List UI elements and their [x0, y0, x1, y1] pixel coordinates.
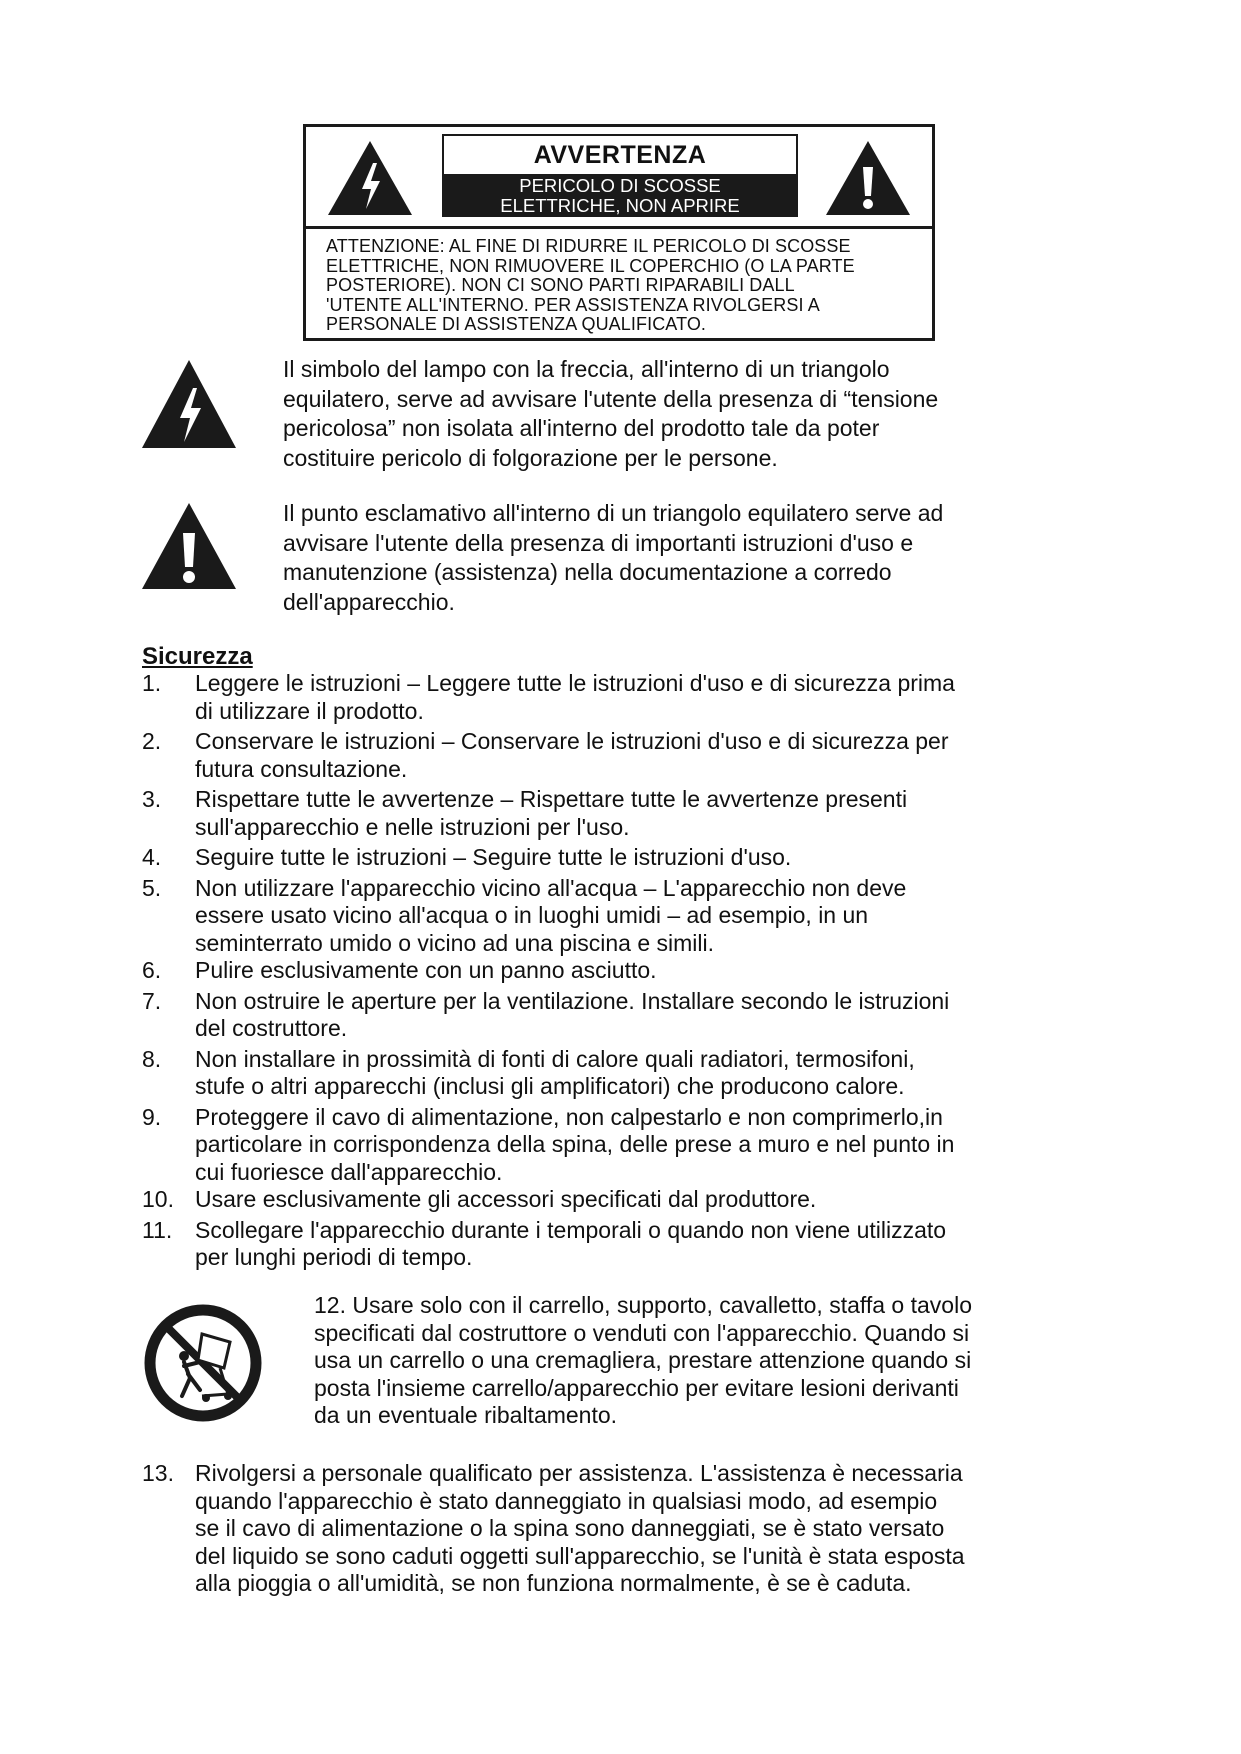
list-item — [142, 957, 1102, 985]
attention-line: POSTERIORE). NON CI SONO PARTI RIPARABILI DALL — [326, 275, 795, 296]
list-item-line: per lunghi periodi di tempo. — [195, 1244, 473, 1270]
list-item-line: sull'apparecchio e nelle istruzioni per l'uso. — [195, 813, 630, 840]
warning-subtitle-line: ELETTRICHE, NON APRIRE — [500, 195, 740, 216]
exclamation-symbol-text — [283, 499, 1083, 617]
list-item — [142, 875, 1102, 958]
list-item-line: seminterrato umido o vicino ad una piscina e simili. — [195, 929, 715, 956]
list-item — [142, 1217, 1102, 1272]
warning-title: AVVERTENZA — [533, 141, 707, 169]
list-item — [142, 1104, 1102, 1187]
symbol-text-line: equilatero, serve ad avvisare l'utente della presenza di “tensione — [283, 385, 939, 412]
list-item — [142, 844, 1102, 872]
lightning-symbol-explanation — [140, 355, 1080, 485]
list-item — [142, 1460, 1102, 1598]
list-item-line: quando l'apparecchio è stato danneggiato in qualsiasi modo, ad esempio — [195, 1487, 938, 1514]
list-item-number: 11. — [142, 1216, 173, 1243]
list-item-number: 6. — [142, 957, 162, 983]
lightning-symbol-text — [283, 355, 1083, 473]
list-item-number: 4. — [142, 844, 162, 870]
attention-line: 'UTENTE ALL'INTERNO. PER ASSISTENZA RIVOLGERSI A — [326, 294, 820, 315]
list-item-line: Proteggere il cavo di alimentazione, non calpestarlo e non comprimerlo,in — [195, 1103, 943, 1130]
symbol-text-line: avvisare l'utente della presenza di importanti istruzioni d'uso e — [283, 529, 914, 556]
list-item-line: Leggere le istruzioni – Leggere tutte le istruzioni d'uso e di sicurezza prima — [195, 670, 955, 696]
symbol-text-line: costituire pericolo di folgorazione per le persone. — [283, 444, 778, 471]
list-item-number: 2. — [142, 728, 162, 754]
list-item-line: stufe o altri apparecchi (inclusi gli amplificatori) che producono calore. — [195, 1073, 905, 1099]
list-item-line: del costruttore. — [195, 1015, 348, 1041]
lightning-warning-icon — [140, 358, 238, 450]
list-item-line: cui fuoriesce dall'apparecchio. — [195, 1158, 503, 1185]
list-item — [142, 786, 1102, 841]
list-item — [142, 1046, 1102, 1101]
warning-attention-text — [326, 237, 936, 335]
list-item-line: Non utilizzare l'apparecchio vicino all'acqua – L'apparecchio non deve — [195, 874, 907, 901]
list-item-line: Seguire tutte le istruzioni – Seguire tutte le istruzioni d'uso. — [195, 844, 792, 870]
list-item-line: Rivolgersi a personale qualificato per assistenza. L'assistenza è necessaria — [195, 1460, 963, 1486]
warning-header — [306, 127, 932, 227]
list-item-number: 3. — [142, 786, 162, 812]
list-item-line: usa un carrello o una cremagliera, prestare attenzione quando si — [314, 1347, 972, 1373]
attention-line: ATTENZIONE: AL FINE DI RIDURRE IL PERICOLO DI SCOSSE — [326, 236, 851, 256]
symbol-text-line: manutenzione (assistenza) nella documentazione a corredo — [283, 559, 892, 585]
list-item-line: Rispettare tutte le avvertenze – Rispettare tutte le avvertenze presenti — [195, 786, 908, 812]
list-item-line: 12. Usare solo con il carrello, supporto, cavalletto, staffa o tavolo — [314, 1292, 972, 1318]
symbol-text-line: pericolosa” non isolata all'interno del prodotto tale da poter — [283, 415, 880, 441]
symbol-text-line: Il simbolo del lampo con la freccia, all'interno di un triangolo — [283, 356, 890, 382]
list-item-number: 9. — [142, 1103, 162, 1130]
list-item — [142, 988, 1102, 1043]
list-item-line: se il cavo di alimentazione o la spina sono danneggiati, se è stato versato — [195, 1515, 945, 1541]
exclamation-warning-icon — [824, 139, 912, 217]
list-item-line: futura consultazione. — [195, 755, 408, 782]
list-item-number: 5. — [142, 874, 162, 901]
symbol-text-line: dell'apparecchio. — [283, 588, 455, 615]
exclamation-warning-icon — [140, 501, 238, 591]
exclamation-symbol-explanation — [140, 499, 1080, 629]
safety-list — [142, 670, 1102, 1272]
list-item — [142, 1186, 1102, 1214]
list-item-line: Usare esclusivamente gli accessori specificati dal produttore. — [195, 1186, 817, 1212]
list-item-line: Conservare le istruzioni – Conservare le istruzioni d'uso e di sicurezza per — [195, 728, 949, 754]
list-item-line: del liquido se sono caduti oggetti sull'apparecchio, se l'unità è stata esposta — [195, 1542, 965, 1569]
list-item-line: alla pioggia o all'umidità, se non funziona normalmente, è se è caduta. — [195, 1570, 912, 1596]
list-item-number: 13. — [142, 1460, 174, 1486]
list-item-number: 8. — [142, 1045, 162, 1072]
list-item-line: Pulire esclusivamente con un panno asciutto. — [195, 957, 657, 983]
lightning-warning-icon — [326, 139, 414, 217]
list-item-line: Scollegare l'apparecchio durante i temporali o quando non viene utilizzato — [195, 1216, 947, 1243]
list-item-line: particolare in corrispondenza della spina, delle prese a muro e nel punto in — [195, 1131, 955, 1157]
warning-box — [303, 124, 935, 341]
list-item-line: da un eventuale ribaltamento. — [314, 1402, 618, 1428]
list-item-number: 10. — [142, 1186, 174, 1212]
warning-divider — [306, 226, 932, 229]
symbol-text-line: Il punto esclamativo all'interno di un triangolo equilatero serve ad — [283, 500, 944, 526]
cart-warning-text — [314, 1292, 1114, 1430]
list-item-line: Non installare in prossimità di fonti di calore quali radiatori, termosifoni, — [195, 1045, 915, 1072]
attention-line: ELETTRICHE, NON RIMUOVERE IL COPERCHIO (O LA PARTE — [326, 255, 855, 276]
warning-title-panel — [442, 134, 798, 217]
safety-list-continued — [142, 1460, 1102, 1598]
list-item-line: di utilizzare il prodotto. — [195, 697, 424, 724]
list-item-line: specificati dal costruttore o venduti con l'apparecchio. Quando si — [314, 1319, 970, 1346]
list-item-line: posta l'insieme carrello/apparecchio per evitare lesioni derivanti — [314, 1374, 959, 1401]
list-item-line: essere usato vicino all'acqua o in luoghi umidi – ad esempio, in un — [195, 902, 869, 928]
list-item-number: 1. — [142, 670, 162, 696]
list-item — [142, 670, 1102, 725]
warning-subtitle-line: PERICOLO DI SCOSSE — [519, 175, 721, 196]
list-item-number: 7. — [142, 987, 162, 1014]
cart-tip-over-warning-icon — [144, 1304, 262, 1422]
warning-subtitle — [444, 174, 796, 215]
list-item-line: Non ostruire le aperture per la ventilazione. Installare secondo le istruzioni — [195, 987, 950, 1014]
attention-line: PERSONALE DI ASSISTENZA QUALIFICATO. — [326, 314, 707, 335]
list-item — [142, 728, 1102, 783]
safety-section-title: Sicurezza — [142, 643, 253, 670]
